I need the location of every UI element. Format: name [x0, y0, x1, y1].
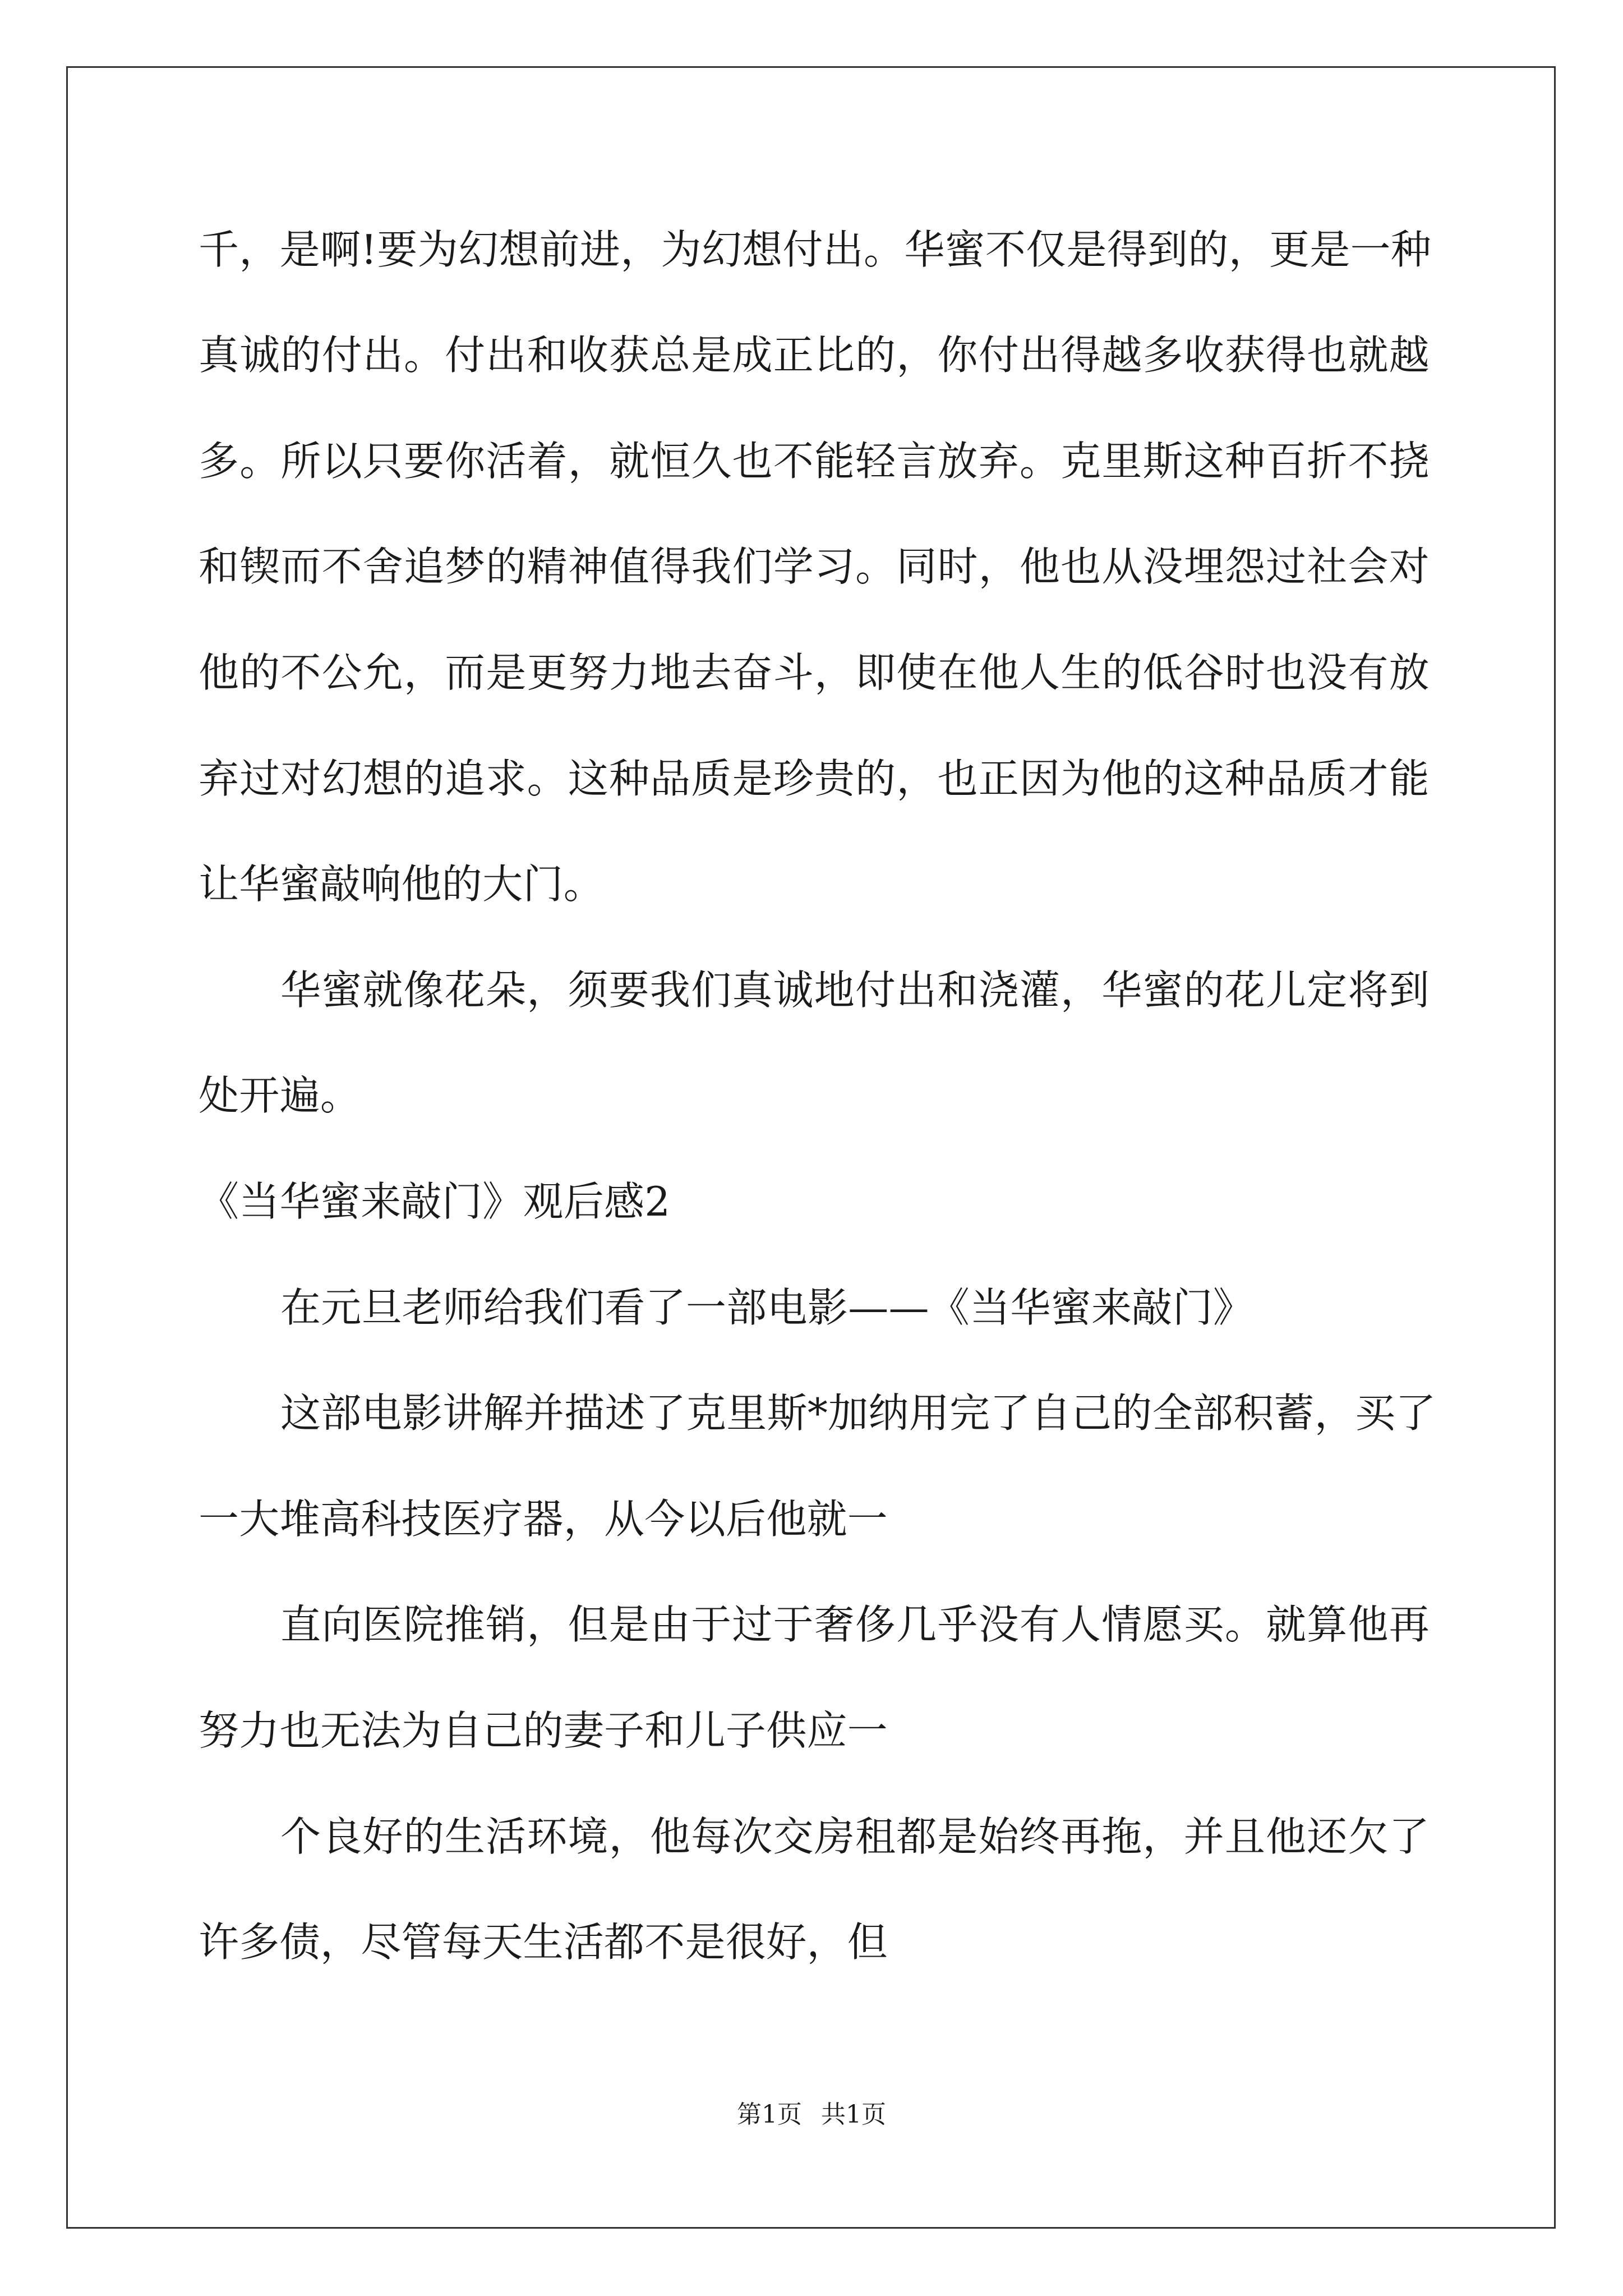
text-line: 直向医院推销，但是由于过于奢侈几乎没有人情愿买。就算他再: [280, 1601, 1430, 1648]
text-line: 和锲而不舍追梦的精神值得我们学习。同时，他也从没埋怨过社会对: [199, 543, 1430, 590]
text-line: 华蜜就像花朵，须要我们真诚地付出和浇灌，华蜜的花儿定将到: [280, 967, 1430, 1014]
text-line: 个良好的生活环境，他每次交房租都是始终再拖，并且他还欠了: [280, 1813, 1430, 1860]
text-line: 多。所以只要你活着，就恒久也不能轻言放弃。克里斯这种百折不挠: [199, 438, 1430, 485]
page-number: 第1页: [737, 2100, 802, 2129]
text-line: 这部电影讲解并描述了克里斯*加纳用完了自己的全部积蓄，买了: [280, 1389, 1436, 1437]
text-line: 千，是啊!要为幻想前进，为幻想付出。华蜜不仅是得到的，更是一种: [199, 226, 1432, 273]
page-border: [66, 66, 1556, 2229]
text-line: 让华蜜敲响他的大门。: [199, 861, 605, 908]
text-line: 许多债，尽管每天生活都不是很好，但: [199, 1918, 888, 1966]
section-heading: 《当华蜜来敲门》观后感2: [199, 1178, 671, 1225]
text-line: 弃过对幻想的追求。这种品质是珍贵的，也正因为他的这种品质才能: [199, 755, 1430, 802]
text-line: 在元旦老师给我们看了一部电影——《当华蜜来敲门》: [280, 1284, 1254, 1331]
text-line: 努力也无法为自己的妻子和儿子供应一: [199, 1707, 888, 1754]
text-line: 处开遍。: [199, 1072, 361, 1119]
text-line: 一大堆高科技医疗器，从今以后他就一: [199, 1496, 888, 1543]
text-line: 真诚的付出。付出和收获总是成正比的，你付出得越多收获得也就越: [199, 332, 1430, 379]
text-line: 他的不公允，而是更努力地去奋斗，即使在他人生的低谷时也没有放: [199, 649, 1430, 696]
page-total: 共1页: [821, 2100, 886, 2129]
page-footer: [0, 2098, 1623, 2132]
